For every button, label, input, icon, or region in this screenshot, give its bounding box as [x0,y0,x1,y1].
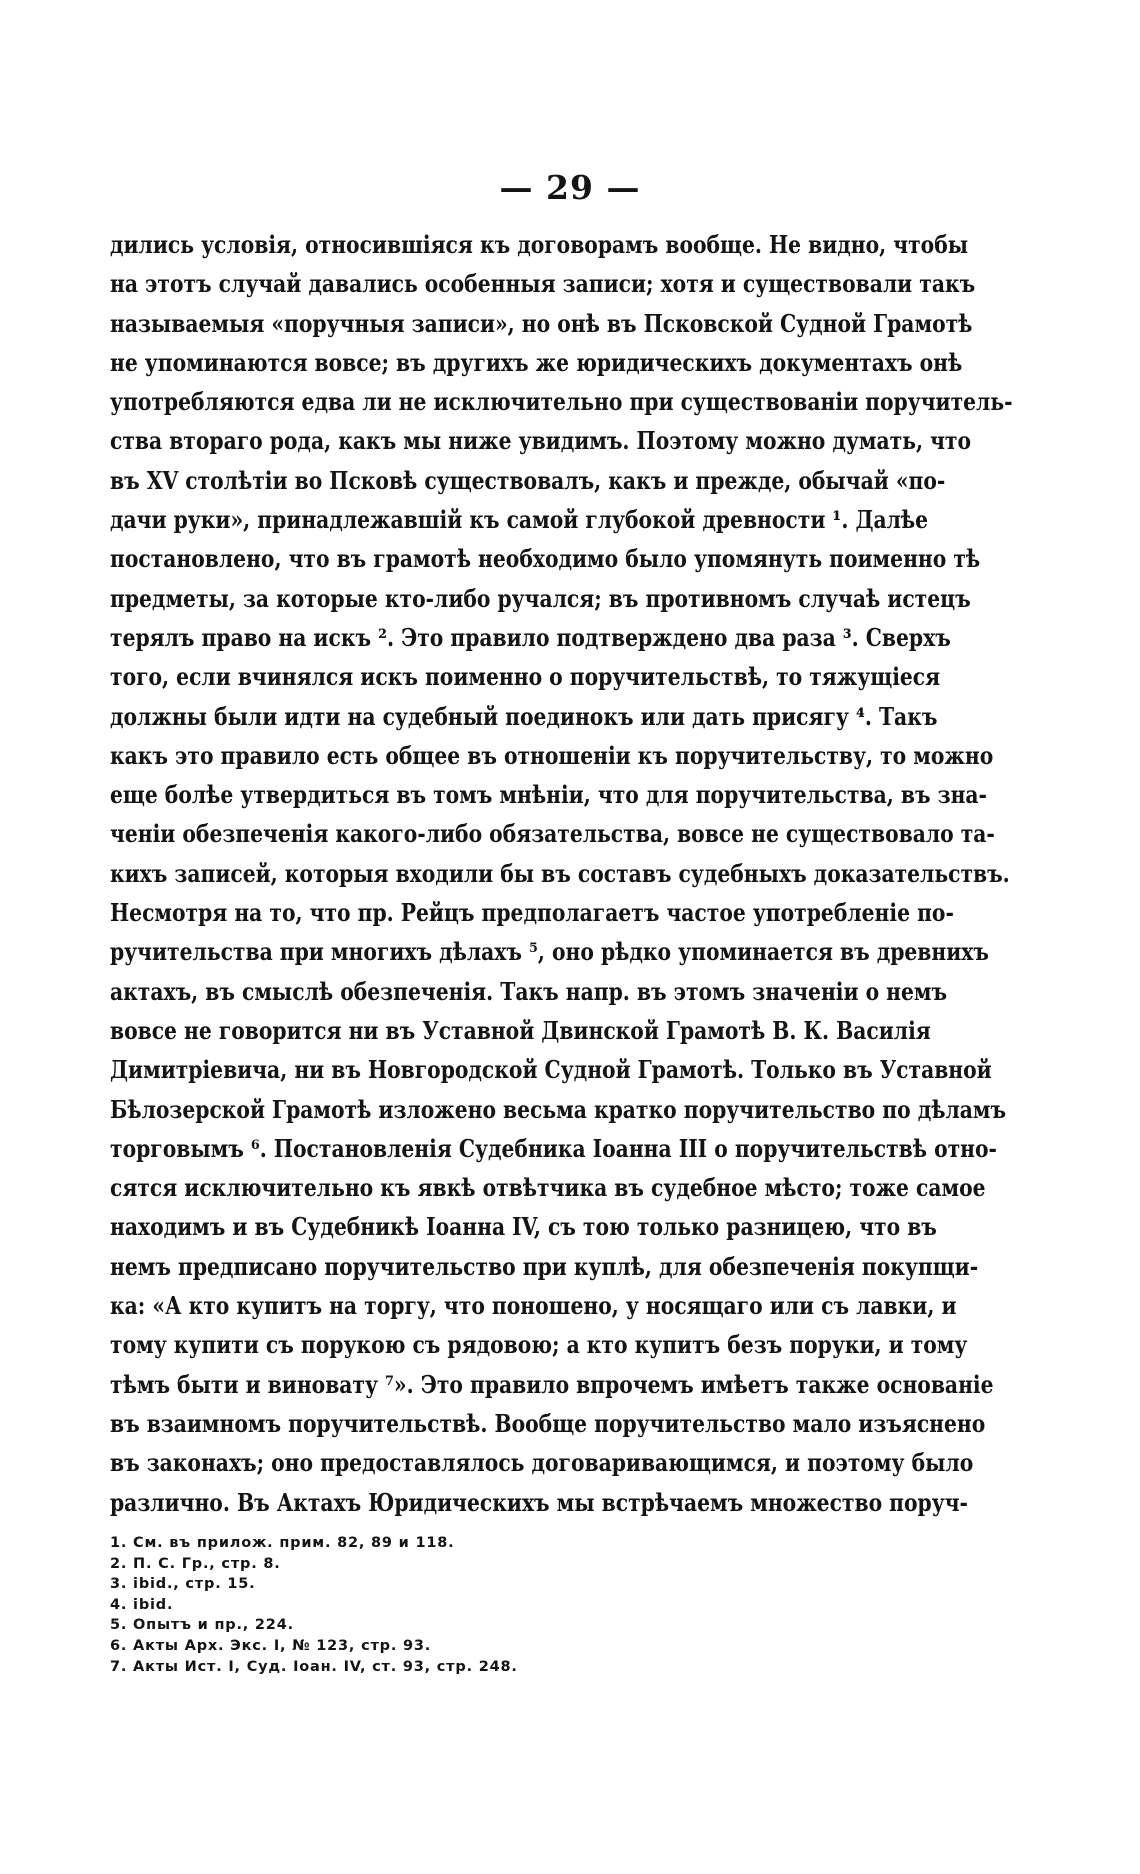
page-number: — 29 — [499,168,641,207]
text-line: должны были идти на судебный поединокъ или дать присягу ⁴. Такъ [110,701,938,731]
footnote: 2. П. С. Гр., стр. 8. [110,1555,281,1572]
text-line: актахъ, въ смыслѣ обезпеченія. Такъ напр. въ этомъ значеніи о немъ [110,976,948,1006]
text-line: вовсе не говорится ни въ Уставной Двинской Грамотѣ В. К. Василія [110,1015,931,1045]
footnote: 5. Опытъ и пр., 224. [110,1617,294,1634]
text-line: сятся исключительно къ явкѣ отвѣтчика въ судебное мѣсто; тоже самое [110,1173,986,1203]
text-line: Бѣлозерской Грамотѣ изложено весьма кратко поручительство по дѣламъ [110,1094,1007,1124]
text-line: въ взаимномъ поручительствѣ. Вообще поручительство мало изъяснено [110,1408,986,1438]
text-line: ручительства при многихъ дѣлахъ ⁵, оно рѣдко упоминается въ древнихъ [110,937,989,967]
text-line: того, если вчинялся искъ поименно о поручительствѣ, то тяжущіеся [110,662,941,692]
text-line: въ законахъ; оно предоставлялось договаривающимся, и поэтому было [110,1448,974,1478]
text-line: не упоминаются вовсе; въ другихъ же юридическихъ документахъ онѣ [110,347,963,377]
text-line: на этотъ случай давались особенныя записи; хотя и существовали такъ [110,269,976,299]
text-line: предметы, за которые кто-либо ручался; въ противномъ случаѣ истецъ [110,583,971,613]
footnote: 1. См. въ прилож. прим. 82, 89 и 118. [110,1535,455,1551]
text-line: ства втораго рода, какъ мы ниже увидимъ. Поэтому можно думать, что [110,426,972,456]
text-line: Димитріевича, ни въ Новгородской Судной Грамотѣ. Только въ Уставной [110,1055,992,1085]
text-line: ка: «А кто купитъ на торгу, что поношено, у носящаго или съ лавки, и [110,1291,957,1321]
text-line: тѣмъ быти и виновату ⁷». Это правило впрочемъ имѣетъ также основаніе [110,1369,994,1399]
footnote: 7. Акты Ист. I, Суд. Іоан. IV, ст. 93, стр. 248. [110,1658,518,1675]
text-line: терялъ право на искъ ². Это правило подтверждено два раза ³. Сверхъ [110,622,951,652]
text-line: еще болѣе утвердиться въ томъ мнѣніи, что для поручительства, въ зна- [110,780,987,810]
text-line: въ XV столѣтіи во Псковѣ существовалъ, какъ и прежде, обычай «по- [110,465,946,495]
text-line: ченіи обезпеченія какого-либо обязательства, вовсе не существовало та- [110,819,995,849]
text-line: немъ предписано поручительство при куплѣ, для обезпеченія покупщи- [110,1251,979,1281]
text-line: употребляются едва ли не исключительно при существованіи поручитель- [110,387,1013,417]
text-line: дились условія, относившіяся къ договорамъ вообще. Не видно, чтобы [110,230,969,259]
text-line: какъ это правило есть общее въ отношеніи къ поручительству, то можно [110,740,994,770]
footnote: 3. ibid., стр. 15. [110,1576,256,1593]
body-text [110,225,1013,1522]
text-line: Несмотря на то, что пр. Рейцъ предполагаетъ частое употребленіе по- [110,898,954,928]
text-line: кихъ записей, которыя входили бы въ составъ судебныхъ доказательствъ. [110,858,1010,888]
text-line: дачи руки», принадлежавшій къ самой глубокой древности ¹. Далѣе [110,505,929,535]
text-line: торговымъ ⁶. Постановленія Судебника Іоанна III о поручительствѣ отно- [110,1133,997,1163]
text-line: различно. Въ Актахъ Юридическихъ мы встрѣчаемъ множество поруч- [110,1487,968,1517]
footnote: 6. Акты Арх. Экс. I, № 123, стр. 93. [110,1637,432,1654]
footnotes [110,1533,518,1677]
text-line: тому купити съ порукою съ рядовою; а кто купитъ безъ поруки, и тому [110,1330,968,1360]
text-line: постановлено, что въ грамотѣ необходимо было упомянуть поименно тѣ [110,544,981,574]
text-line: находимъ и въ Судебникѣ Іоанна IV, съ тою только разницею, что въ [110,1212,937,1242]
text-line: называемыя «поручныя записи», но онѣ въ Псковской Судной Грамотѣ [110,308,973,338]
footnote: 4. ibid. [110,1596,174,1613]
